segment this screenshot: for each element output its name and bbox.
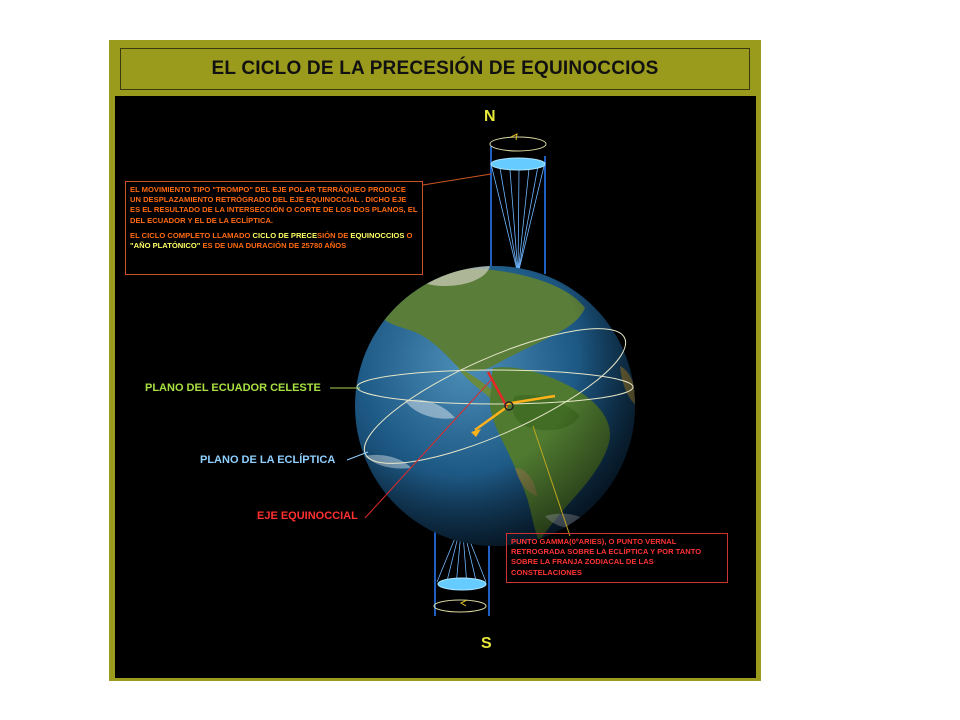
axis-label: EJE EQUINOCCIAL bbox=[257, 510, 358, 522]
title-box bbox=[120, 48, 750, 90]
south-label: S bbox=[481, 635, 492, 652]
north-label: N bbox=[484, 108, 496, 125]
north-cone bbox=[490, 134, 546, 274]
ecliptic-label: PLANO DE LA ECLÍPTICA bbox=[200, 454, 336, 466]
info-box bbox=[125, 181, 423, 275]
page-title: EL CICLO DE LA PRECESIÓN DE EQUINOCCIOS bbox=[211, 58, 659, 79]
earth-globe bbox=[355, 264, 637, 546]
equator-label: PLANO DEL ECUADOR CELESTE bbox=[145, 382, 321, 394]
info-leader-line bbox=[423, 174, 491, 185]
diagram-panel bbox=[115, 96, 756, 678]
info-paragraph-1: EL MOVIMIENTO TIPO "TROMPO" DEL EJE POLAR TERRÁQUEO PRODUCE UN DESPLAZAMIENTO RETRÓGRADO DEL EJE EQUINOCCIAL . DICHO EJE ES EL RESULTADO DE LA INTERSECCIÓN O CORTE DE LOS DOS PLANOS, EL DEL ECUADOR Y EL DE LA ECLÍPTICA. bbox=[130, 185, 418, 225]
gamma-point-box bbox=[506, 533, 728, 583]
info-paragraph-2: EL CICLO COMPLETO LLAMADO CICLO DE PRECESIÓN DE EQUINOCCIOS O "AÑO PLATÓNICO" ES DE UNA DURACIÓN DE 25780 AÑOS bbox=[130, 230, 413, 251]
gamma-point-text: PUNTO GAMMA(0ºARIES), O PUNTO VERNAL RETROGRADA SOBRE LA ECLÍPTICA Y POR TANTO SOBRE LA FRANJA ZODIACAL DE LAS CONSTELACIONES bbox=[511, 537, 702, 577]
